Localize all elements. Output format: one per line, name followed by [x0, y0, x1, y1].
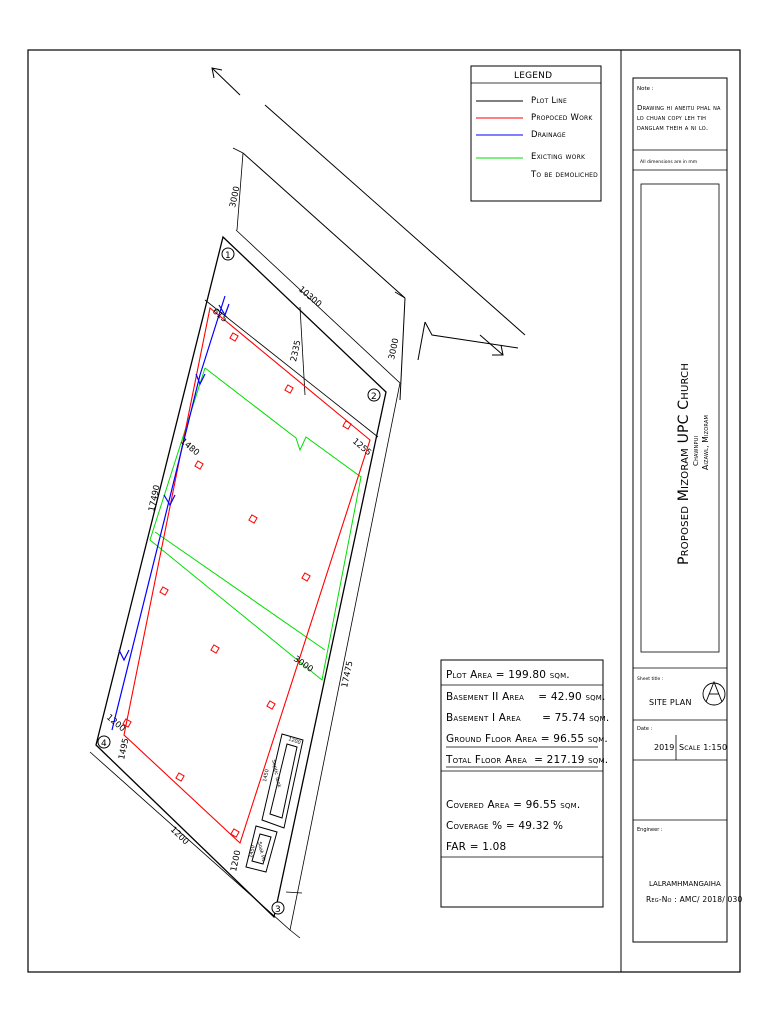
project-location-2: Aizawl, Mizoram: [701, 415, 710, 470]
septic-tank-label: Septic Tank: [270, 759, 282, 789]
road-arrow-up-icon: [212, 68, 240, 95]
note-label: Note :: [637, 86, 654, 92]
dim-inner-right-bottom: 3000: [291, 654, 315, 675]
scale-value: Scale 1:150: [679, 743, 728, 752]
dim-top-right-road: 3000: [387, 337, 402, 361]
proposed-columns: [123, 333, 351, 837]
project-location-1: Chawnpui: [692, 435, 700, 466]
project-title: Proposed Mizoram UPC Church: [676, 362, 692, 565]
engineer-name: LALRAMHMANGAIHA: [649, 880, 721, 888]
dim-left-edge: 17490: [147, 484, 163, 513]
date-value: 2019: [654, 743, 675, 752]
note-line-1: Drawing hi aneitu phal na: [637, 104, 721, 112]
total-floor-area-text: Total Floor Area = 217.19 sqm.: [446, 754, 609, 766]
road: [243, 105, 525, 400]
dim-top-edge: 10300: [296, 284, 324, 310]
dim-tank-side: 1450: [262, 768, 271, 783]
dim-bottom-left-a: 1200: [104, 712, 128, 735]
date-label: Date :: [637, 726, 653, 732]
legend-label-existing: Exicting work: [531, 152, 586, 162]
proposed-building: [124, 308, 370, 843]
dim-soak-side: 1450: [248, 844, 257, 859]
sheet-title: SITE PLAN: [649, 698, 692, 707]
legend: [471, 66, 601, 201]
corner-label-2: 2: [371, 392, 377, 402]
note-line-3: danglam theih a ni lo.: [637, 124, 709, 132]
far-text: FAR = 1.08: [446, 841, 507, 853]
dim-top-road: 3000: [228, 185, 243, 209]
soak-pit-label: Soak Pit: [256, 841, 267, 863]
basement-1-area-text: Basement I Area = 75.74 sqm.: [446, 712, 610, 724]
covered-area-text: Covered Area = 96.55 sqm.: [446, 799, 581, 811]
legend-title: LEGEND: [514, 71, 553, 81]
legend-label-plot: Plot Line: [531, 96, 567, 106]
note-line-2: lo chuan copy leh tih: [637, 114, 707, 122]
dim-inner-top: 2335: [289, 339, 304, 363]
reg-no: Reg-No : AMC/ 2018/ 030: [646, 895, 743, 904]
legend-label-proposed: Propoced Work: [531, 113, 593, 123]
dim-bottom-edge: 1200: [167, 824, 191, 848]
dim-bottom-right-offset: 1200: [229, 849, 244, 873]
north-arrow-icon: [703, 682, 725, 705]
dim-inner-left-top: 615: [210, 306, 229, 325]
corner-label-1: 1: [225, 251, 231, 261]
engineer-label: Engineer :: [637, 827, 663, 833]
dim-right-offset-top: 1255: [350, 436, 374, 459]
dim-bottom-left-b: 1495: [117, 737, 132, 761]
corner-label-4: 4: [101, 739, 107, 749]
dim-tank-width: 1200: [287, 736, 302, 747]
ground-floor-area-text: Ground Floor Area = 96.55 sqm.: [446, 733, 608, 745]
plot-outline: [96, 237, 386, 917]
legend-label-demolished: To be demoliched: [531, 170, 598, 180]
existing-building: [150, 368, 361, 680]
basement-2-area-text: Basement II Area = 42.90 sqm.: [446, 691, 606, 703]
dim-left-inner: 1480: [178, 436, 202, 459]
dimensions-note: All dimensions are in mm: [640, 160, 698, 165]
coverage-text: Coverage % = 49.32 %: [446, 820, 564, 832]
corner-label-3: 3: [275, 905, 281, 915]
plot-area-text: Plot Area = 199.80 sqm.: [446, 669, 570, 681]
dim-right-edge: 17475: [340, 660, 356, 689]
sheet-title-label: Sheet title :: [637, 677, 664, 682]
corner-markers: [98, 248, 380, 914]
legend-label-drainage: Drainage: [531, 130, 566, 140]
